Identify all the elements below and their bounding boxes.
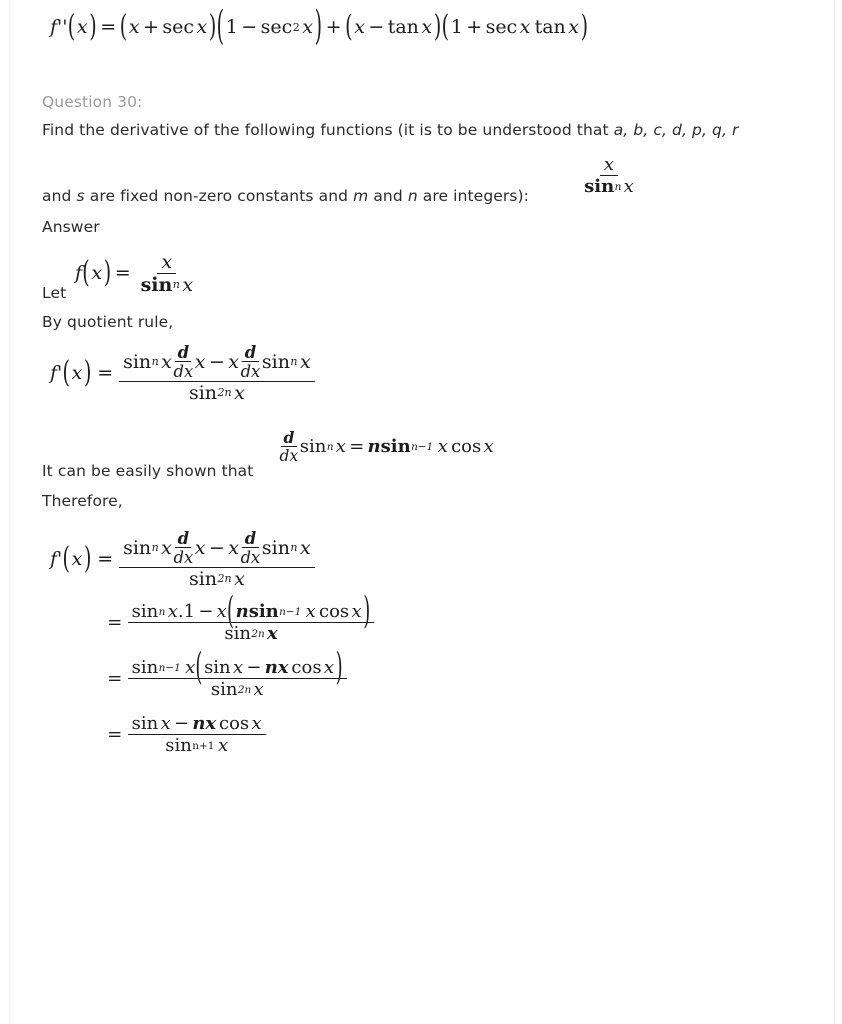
question-expression: x sin n x	[584, 154, 634, 198]
shown-ddx-bot: dx	[279, 447, 299, 466]
s3-den-var: x	[253, 679, 264, 701]
s1-num-x1: x	[194, 537, 206, 560]
s3-inner-cos-var: x	[323, 657, 335, 678]
s1-num-sin1: sin	[123, 537, 152, 560]
quot-num-sin1-var: x	[161, 351, 172, 374]
quot-num-x2: x	[228, 351, 239, 374]
s1-ddx2-top: d	[242, 530, 258, 548]
s2-inner-cos-var: x	[351, 601, 362, 622]
s3-inner-x: x	[277, 657, 289, 678]
derivation-step-3: = sin n−1 x ( sin x − n x cos x ) sin 2n x	[104, 658, 349, 699]
quot-ddx2-top: d	[242, 344, 258, 362]
q-expr-num: x	[603, 154, 615, 175]
derivation-step-2: = sin n x .1 − x ( n sin n−1 x cos x ) sin 2n x	[104, 602, 377, 643]
quotient-rule-equation: f' ( x ) = sin n x d dx x − x d dx sin n x sin 2n x	[50, 344, 317, 403]
let-eq-num: x	[161, 251, 173, 273]
shown-equation: d dx sin n x = n sin n−1 x cos x	[279, 428, 494, 466]
q2-c: and	[368, 187, 408, 205]
s2-inner-n: n	[235, 601, 249, 622]
question-text-line1-vars: a, b, c, d, p, q, r	[613, 121, 739, 139]
question-text-line1-main: Find the derivative of the following functions (it is to be understood that	[42, 121, 614, 139]
shown-cos: cos	[451, 436, 482, 458]
eq-top-g4-x1: x	[519, 16, 531, 38]
s3-inner-minus: −	[246, 657, 262, 678]
quot-equals: =	[97, 362, 114, 385]
quot-den-var: x	[234, 382, 245, 405]
quot-f: f	[50, 362, 58, 385]
s1-num-sin2-var: x	[299, 537, 311, 560]
quot-ddx1-bot: dx	[173, 362, 194, 382]
s3-num-sin: sin	[131, 657, 159, 678]
s1-den-var: x	[234, 568, 245, 591]
q2-m: m	[353, 187, 369, 205]
quot-den-sin: sin	[188, 382, 218, 405]
eq-top-g3-xx: x	[421, 16, 433, 38]
question-label: Question 30:	[42, 93, 143, 111]
s2-equals: =	[107, 611, 123, 633]
eq-top-g3-tan: tan	[387, 16, 419, 38]
s2-den-sin: sin	[224, 623, 251, 645]
s4-den-sin: sin	[165, 735, 192, 757]
s3-inner-cos: cos	[291, 657, 322, 678]
s4-num-x: x	[205, 713, 217, 734]
s4-num-cos-var: x	[251, 713, 262, 734]
s2-inner-cos: cos	[318, 601, 350, 622]
shown-label: It can be easily shown that	[42, 462, 254, 480]
s1-var: x	[71, 548, 83, 571]
eq-top-var: x	[76, 16, 88, 38]
q-expr-den-fn: sin	[584, 176, 615, 198]
s1-num-sin1-var: x	[161, 537, 172, 560]
quot-num-minus: −	[208, 351, 225, 374]
eq-top-g4-sec: sec	[485, 16, 518, 38]
q2-b: are fixed non-zero constants and	[84, 187, 354, 205]
derivation-step-1: f' ( x ) = sin n x d dx x − x d dx sin n x sin 2n x	[50, 530, 317, 589]
s2-num-dot-one: .1	[177, 601, 196, 622]
let-label: Let	[42, 284, 67, 302]
page-left-rule	[9, 0, 10, 1024]
quot-num-sin1: sin	[123, 351, 152, 374]
s2-num-var: x	[167, 601, 178, 622]
eq-top-g4-x2: x	[568, 16, 579, 38]
s1-den-sin: sin	[188, 568, 218, 591]
eq-top-g2-sec: sec	[260, 16, 293, 38]
eq-top-g1-plus: +	[143, 16, 159, 38]
answer-label: Answer	[42, 218, 100, 236]
s3-den-sin: sin	[210, 679, 238, 701]
s4-den-var: x	[217, 735, 229, 757]
quot-ddx2-bot: dx	[240, 362, 261, 382]
eq-top-g2-x: x	[302, 16, 313, 38]
s4-num-sin: sin	[131, 713, 159, 734]
top-equation: f '' ( x ) = ( x + sec x ) ( 1 − sec 2 x ) + ( x − tan x ) ( 1 + sec x tan x )	[50, 3, 589, 50]
let-eq-den-fn: sin	[140, 274, 173, 297]
eq-top-g4-one: 1	[450, 16, 463, 38]
question-text-line1	[42, 120, 738, 141]
s2-den-var: x	[267, 623, 278, 645]
s1-ddx1-bot: dx	[173, 548, 194, 568]
s2-num-x: x	[216, 601, 227, 622]
eq-top-f: f	[50, 16, 58, 38]
eq-top-g3-x: x	[354, 16, 365, 38]
quot-num-x1: x	[194, 351, 206, 374]
s1-num-minus: −	[208, 537, 225, 560]
question-text-line2	[42, 186, 529, 207]
page-right-rule	[834, 0, 835, 1024]
let-equation: f ( x ) = x sin n x	[75, 251, 194, 297]
shown-n: n	[367, 436, 381, 458]
s1-ddx2-bot: dx	[240, 548, 261, 568]
s4-num-sin-var: x	[160, 713, 171, 734]
shown-ddx-top: d	[281, 430, 296, 447]
eq-top-primes: ''	[57, 16, 68, 38]
s1-equals: =	[97, 548, 114, 571]
eq-top-g1-x: x	[196, 16, 208, 38]
let-eq-var: x	[91, 262, 103, 285]
s4-equals: =	[107, 723, 123, 745]
eq-top-equals: =	[100, 16, 117, 38]
s2-num-minus: −	[198, 601, 214, 622]
let-eq-equals: =	[114, 262, 131, 285]
quot-var: x	[71, 362, 83, 385]
eq-top-g2-one: 1	[225, 16, 238, 38]
let-eq-f: f	[75, 262, 83, 285]
s1-f: f	[50, 548, 58, 571]
q2-d: are integers):	[417, 187, 530, 205]
s4-num-cos: cos	[219, 713, 250, 734]
shown-rhs-var: x	[437, 436, 448, 458]
s3-inner-n: n	[264, 657, 278, 678]
eq-top-g4-tan: tan	[534, 16, 566, 38]
eq-top-g1-sec: sec	[162, 16, 194, 38]
s1-num-sin2: sin	[261, 537, 290, 560]
s2-inner-sin: sin	[248, 601, 279, 622]
shown-cos-var: x	[483, 436, 494, 458]
shown-rhs-sin: sin	[380, 436, 411, 458]
s3-inner-sin-var: x	[232, 657, 244, 678]
shown-sin-var: x	[335, 436, 346, 458]
q2-s: s	[76, 187, 85, 205]
eq-top-g4-plus: +	[466, 16, 483, 38]
s2-num-sin: sin	[131, 601, 159, 622]
eq-top-g3-minus: −	[368, 16, 385, 38]
quot-prime: '	[57, 362, 63, 385]
s4-num-n: n	[192, 713, 206, 734]
quotient-rule-label: By quotient rule,	[42, 313, 174, 331]
s1-ddx1-top: d	[175, 530, 191, 548]
s2-inner-var: x	[305, 601, 316, 622]
quot-num-sin2: sin	[261, 351, 290, 374]
quot-num-sin2-var: x	[299, 351, 311, 374]
s3-inner-sin: sin	[204, 657, 231, 678]
s1-num-x2: x	[228, 537, 239, 560]
eq-top-mid-plus: +	[325, 16, 342, 38]
quot-ddx1-top: d	[175, 344, 191, 362]
s1-prime: '	[57, 548, 63, 571]
s3-num-var: x	[185, 657, 196, 678]
therefore-label: Therefore,	[42, 492, 123, 510]
s4-num-minus: −	[173, 713, 190, 734]
q-expr-den-var: x	[623, 176, 634, 198]
shown-sin: sin	[299, 436, 327, 458]
shown-equals: =	[349, 436, 365, 458]
eq-top-g1-a: x	[128, 16, 140, 38]
s3-equals: =	[107, 667, 123, 689]
q2-n: n	[407, 187, 418, 205]
let-eq-den-var: x	[182, 274, 194, 297]
q2-a: and	[42, 187, 77, 205]
eq-top-g2-minus: −	[241, 16, 258, 38]
derivation-step-4: = sin x − n x cos x sin n+1 x	[104, 714, 268, 755]
